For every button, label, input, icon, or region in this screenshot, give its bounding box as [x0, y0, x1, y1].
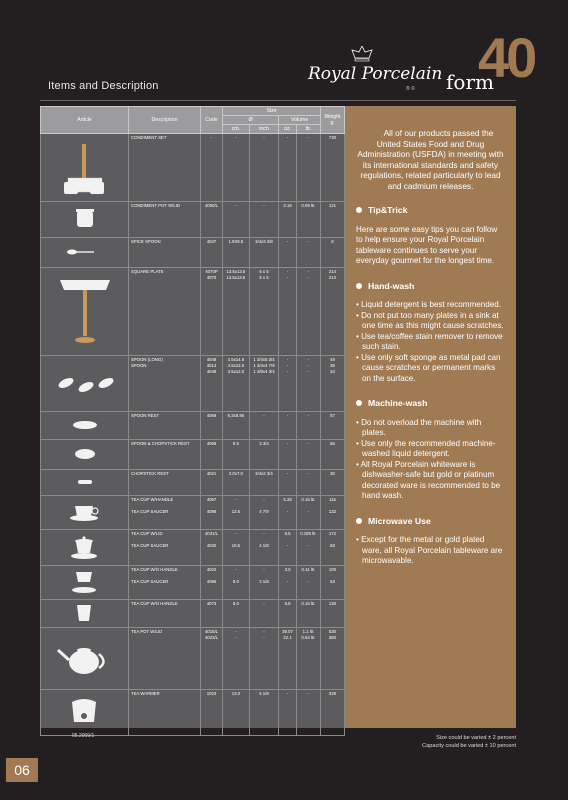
- inch-cell: 5 1/8: [249, 690, 278, 736]
- table-row: [41, 238, 345, 268]
- tip-title: Tip&Trick: [368, 205, 408, 215]
- ltr-cell: 0.09 ltr.: [296, 202, 320, 238]
- microwave-section: [356, 516, 505, 567]
- oz-cell: -: [279, 238, 297, 268]
- info-panel: [345, 106, 516, 728]
- bullet-icon: [356, 400, 362, 406]
- weight-cell: 172 83: [321, 530, 345, 566]
- weight-cell: 530 380: [321, 628, 345, 690]
- article-image: [41, 690, 129, 736]
- code-cell: 4048 4014 4049: [201, 356, 223, 412]
- ltr-cell: -: [296, 470, 320, 496]
- machinewash-item: • Use only the recommended machine-washed liquid detergent.: [356, 438, 496, 458]
- cm-cell: -: [223, 134, 250, 202]
- description-cell: SPICE SPOON: [129, 238, 201, 268]
- inch-cell: 3 3/4: [249, 440, 278, 470]
- code-cell: 4031/L 4032: [201, 530, 223, 566]
- tip-section: [356, 205, 505, 267]
- tea-cup-tall-icon: [42, 600, 128, 626]
- code-cell: 1023: [201, 690, 223, 736]
- table-row: [41, 600, 345, 628]
- oz-cell: -: [279, 470, 297, 496]
- col-oz: oz.: [279, 125, 297, 134]
- cm-cell: 13.5x13.5 13.5x13.5: [223, 268, 250, 356]
- tea-warmer-icon: [42, 690, 128, 734]
- brand-name: Royal Porcelain: [308, 64, 443, 84]
- code-cell: -: [201, 134, 223, 202]
- description-cell: TEA CUP W/LID TEA CUP SAUCER: [129, 530, 201, 566]
- code-cell: 4073: [201, 600, 223, 628]
- variance-notes: [422, 734, 516, 750]
- cm-cell: - 10.5: [223, 530, 250, 566]
- table-row: [41, 202, 345, 238]
- description-cell: TEA CUP W/O HANDLE TEA CUP SAUCER: [129, 566, 201, 600]
- table-row: [41, 566, 345, 600]
- inch-cell: -: [249, 202, 278, 238]
- square-plate-icon: [42, 268, 128, 354]
- inch-cell: - 3 1/8: [249, 566, 278, 600]
- microwave-list: [356, 535, 505, 567]
- article-image: [41, 566, 129, 600]
- ltr-cell: 0.11 ltr. -: [296, 566, 320, 600]
- oz-cell: 5.28 -: [279, 496, 297, 530]
- condiment-set-icon: [42, 134, 128, 200]
- weight-cell: 8: [321, 238, 345, 268]
- handwash-item: • Use tea/coffee stain remover to remove such stain.: [356, 331, 503, 351]
- inch-cell: - 4 1/8: [249, 530, 278, 566]
- handwash-item: • Do not put too many plates in a sink at one time as this might cause scratches.: [356, 310, 504, 330]
- table-row: [41, 134, 345, 202]
- ltr-cell: -: [296, 412, 320, 440]
- chopstick-rest-icon: [42, 440, 128, 468]
- machinewash-title: Machine-wash: [368, 398, 428, 408]
- ltr-cell: -: [296, 690, 320, 736]
- col-description: Description: [129, 107, 201, 134]
- inch-cell: 5 x 5 5 x 5: [249, 268, 278, 356]
- weight-cell: 57: [321, 412, 345, 440]
- code-cell: 4015/L 4023/L: [201, 628, 223, 690]
- spoons-icon: [42, 356, 128, 410]
- description-cell: CONDIMENT SET: [129, 134, 201, 202]
- inch-cell: 1 3/4x5 3/4 1 3/4x4 7/8 1 3/8x4 3/4: [249, 356, 278, 412]
- description-cell: SQUARE PLATE: [129, 268, 201, 356]
- col-weight: Weight g.: [321, 107, 345, 134]
- col-volume: Volume: [279, 116, 321, 125]
- cm-cell: 13.0: [223, 690, 250, 736]
- tea-cup-handle-icon: [42, 496, 128, 528]
- article-image: [41, 440, 129, 470]
- description-cell: TEA POT W/LID: [129, 628, 201, 690]
- machinewash-list: [356, 418, 505, 502]
- description-cell: TEA CUP W/O HANDLE: [129, 600, 201, 628]
- oz-cell: -: [279, 690, 297, 736]
- handwash-item: • Use only soft sponge as metal pad can cause scratches or permanent marks on the surface.: [356, 352, 501, 383]
- article-image: [41, 412, 129, 440]
- microwave-item: • Except for the metal or gold plated ware, all Royal Porcelain tableware are microwavable.: [356, 535, 503, 565]
- cm-cell: 8.0: [223, 600, 250, 628]
- weight-cell: 48 38 34: [321, 356, 345, 412]
- handwash-title: Hand-wash: [368, 280, 415, 291]
- code-cell: 4021: [201, 470, 223, 496]
- oz-cell: - - -: [279, 356, 297, 412]
- handwash-section: [356, 281, 505, 385]
- article-image: [41, 628, 129, 690]
- description-cell: SPOON REST: [129, 412, 201, 440]
- article-image: [41, 134, 129, 202]
- inch-cell: -: [249, 412, 278, 440]
- table-row: [41, 530, 345, 566]
- article-image: [41, 470, 129, 496]
- product-table-container: [40, 106, 345, 728]
- ltr-cell: 0.185 ltr. -: [296, 530, 320, 566]
- machinewash-item: • Do not overload the machine with plates.: [356, 417, 482, 437]
- oz-cell: -: [279, 412, 297, 440]
- oz-cell: 3.16: [279, 202, 297, 238]
- ltr-cell: 0.16 ltr.: [296, 600, 320, 628]
- oz-cell: 6.5 -: [279, 530, 297, 566]
- spice-spoon-icon: [42, 238, 128, 266]
- table-row: [41, 412, 345, 440]
- date-code: 05.2009/1: [72, 733, 95, 739]
- oz-cell: 3.0 -: [279, 566, 297, 600]
- handwash-item: • Liquid detergent is best recommended.: [356, 300, 502, 309]
- machinewash-item: • All Royal Porcelain whiteware is dishwasher-safe but gold or platinum decorated ware is recommended to be hand wash.: [356, 459, 501, 500]
- oz-cell: -: [279, 440, 297, 470]
- machinewash-section: [356, 398, 505, 502]
- form-word: form: [446, 70, 494, 94]
- page-title: Items and Description: [48, 80, 159, 92]
- product-table: [40, 106, 345, 736]
- product-table-body: [41, 134, 345, 736]
- description-cell: TEA CUP W/HANDLE TEA CUP SAUCER: [129, 496, 201, 530]
- oz-cell: - -: [279, 268, 297, 356]
- cm-cell: -: [223, 202, 250, 238]
- inch-cell: -: [249, 600, 278, 628]
- bullet-icon: [356, 518, 362, 524]
- col-ltr: ltr.: [296, 125, 320, 134]
- oz-cell: 5.8: [279, 600, 297, 628]
- condiment-pot-icon: [42, 202, 128, 236]
- weight-cell: 100 53: [321, 566, 345, 600]
- brand-reg: ® ©: [406, 86, 415, 92]
- cm-cell: 2.0x7.0: [223, 470, 250, 496]
- article-image: [41, 530, 129, 566]
- description-cell: CHOPSTICK REST: [129, 470, 201, 496]
- description-cell: CONDIMENT POT W/LID: [129, 202, 201, 238]
- microwave-heading: [356, 516, 505, 527]
- weight-cell: 115 132: [321, 496, 345, 530]
- article-image: [41, 202, 129, 238]
- bullet-icon: [356, 283, 362, 289]
- inch-cell: - -: [249, 628, 278, 690]
- code-cell: 4097 4098: [201, 496, 223, 530]
- description-cell: SPOON (LONG) SPOON: [129, 356, 201, 412]
- ltr-cell: 0.15 ltr. -: [296, 496, 320, 530]
- brand-logo: [308, 46, 443, 96]
- table-row: [41, 690, 345, 736]
- code-cell: 4050/L: [201, 202, 223, 238]
- col-size: Size: [223, 107, 321, 116]
- intro-paragraph: [356, 128, 505, 191]
- weight-cell: 30: [321, 470, 345, 496]
- col-code: Code: [201, 107, 223, 134]
- tip-heading: [356, 205, 505, 216]
- table-row: [41, 628, 345, 690]
- code-cell: 4047: [201, 238, 223, 268]
- table-row: [41, 496, 345, 530]
- size-variance-note: Size could be varied ± 2 percent: [436, 735, 516, 741]
- description-cell: TEA WARMER: [129, 690, 201, 736]
- weight-cell: 339: [321, 690, 345, 736]
- table-row: [41, 470, 345, 496]
- cm-cell: 4.5x14.5 4.5x12.5 3.5x12.0: [223, 356, 250, 412]
- inch-cell: 3/4x3 3/8: [249, 238, 278, 268]
- code-cell: 4022 4095: [201, 566, 223, 600]
- machinewash-heading: [356, 398, 505, 409]
- oz-cell: 39.07 22.1: [279, 628, 297, 690]
- table-row: [41, 440, 345, 470]
- weight-cell: 214 213: [321, 268, 345, 356]
- inch-cell: 3/4x2 3/4: [249, 470, 278, 496]
- article-image: [41, 356, 129, 412]
- ltr-cell: -: [296, 134, 320, 202]
- article-image: [41, 600, 129, 628]
- bullet-icon: [356, 207, 362, 213]
- ltr-cell: - - -: [296, 356, 320, 412]
- crown-icon: [348, 46, 376, 64]
- oz-cell: -: [279, 134, 297, 202]
- col-cm: cm.: [223, 125, 250, 134]
- col-article: Article: [41, 107, 129, 134]
- cm-cell: 6.3x8.95: [223, 412, 250, 440]
- handwash-list: [356, 300, 505, 384]
- article-image: [41, 238, 129, 268]
- inch-cell: -: [249, 134, 278, 202]
- code-cell: 4070P 4070: [201, 268, 223, 356]
- page-number: 06: [6, 758, 38, 782]
- article-image: [41, 268, 129, 356]
- ltr-cell: - -: [296, 268, 320, 356]
- tip-body: Here are some easy tips you can follow to help ensure your Royal Porcelain tableware continues to serve your everyday gourmet for the longest time.: [356, 224, 498, 265]
- weight-cell: 121: [321, 202, 345, 238]
- col-inch: inch: [249, 125, 278, 134]
- chopstick-rest-small-icon: [42, 470, 128, 494]
- cm-cell: - -: [223, 628, 250, 690]
- header-divider: [40, 100, 516, 101]
- form-number: 40: [478, 26, 535, 89]
- ltr-cell: -: [296, 440, 320, 470]
- table-row: [41, 268, 345, 356]
- ltr-cell: -: [296, 238, 320, 268]
- inch-cell: - 4 7/8: [249, 496, 278, 530]
- description-cell: SPOON & CHOPSTICK REST: [129, 440, 201, 470]
- article-image: [41, 496, 129, 530]
- intro-text: All of our products passed the United States Food and Drug Administration (USFDA) in meeting with its international standards and safety regulations, related particularly to lead and cadmium releases.: [357, 128, 504, 191]
- cm-cell: - 8.0: [223, 566, 250, 600]
- spoon-rest-icon: [42, 412, 128, 438]
- weight-cell: 130: [321, 600, 345, 628]
- cm-cell: - 12.5: [223, 496, 250, 530]
- cm-cell: 9.5: [223, 440, 250, 470]
- code-cell: 4069: [201, 412, 223, 440]
- tea-pot-icon: [42, 628, 128, 688]
- code-cell: 4068: [201, 440, 223, 470]
- tea-cup-lid-icon: [42, 530, 128, 564]
- tea-cup-no-handle-icon: [42, 566, 128, 598]
- table-row: [41, 356, 345, 412]
- cm-cell: 1.9X8.5: [223, 238, 250, 268]
- weight-cell: 56: [321, 440, 345, 470]
- weight-cell: 730: [321, 134, 345, 202]
- col-diameter: Ø: [223, 116, 279, 125]
- microwave-title: Microwave Use: [368, 515, 431, 526]
- capacity-variance-note: Capacity could be varied ± 10 percent: [422, 743, 516, 749]
- ltr-cell: 1.1 ltr. 0.63 ltr.: [296, 628, 320, 690]
- handwash-heading: [356, 281, 505, 292]
